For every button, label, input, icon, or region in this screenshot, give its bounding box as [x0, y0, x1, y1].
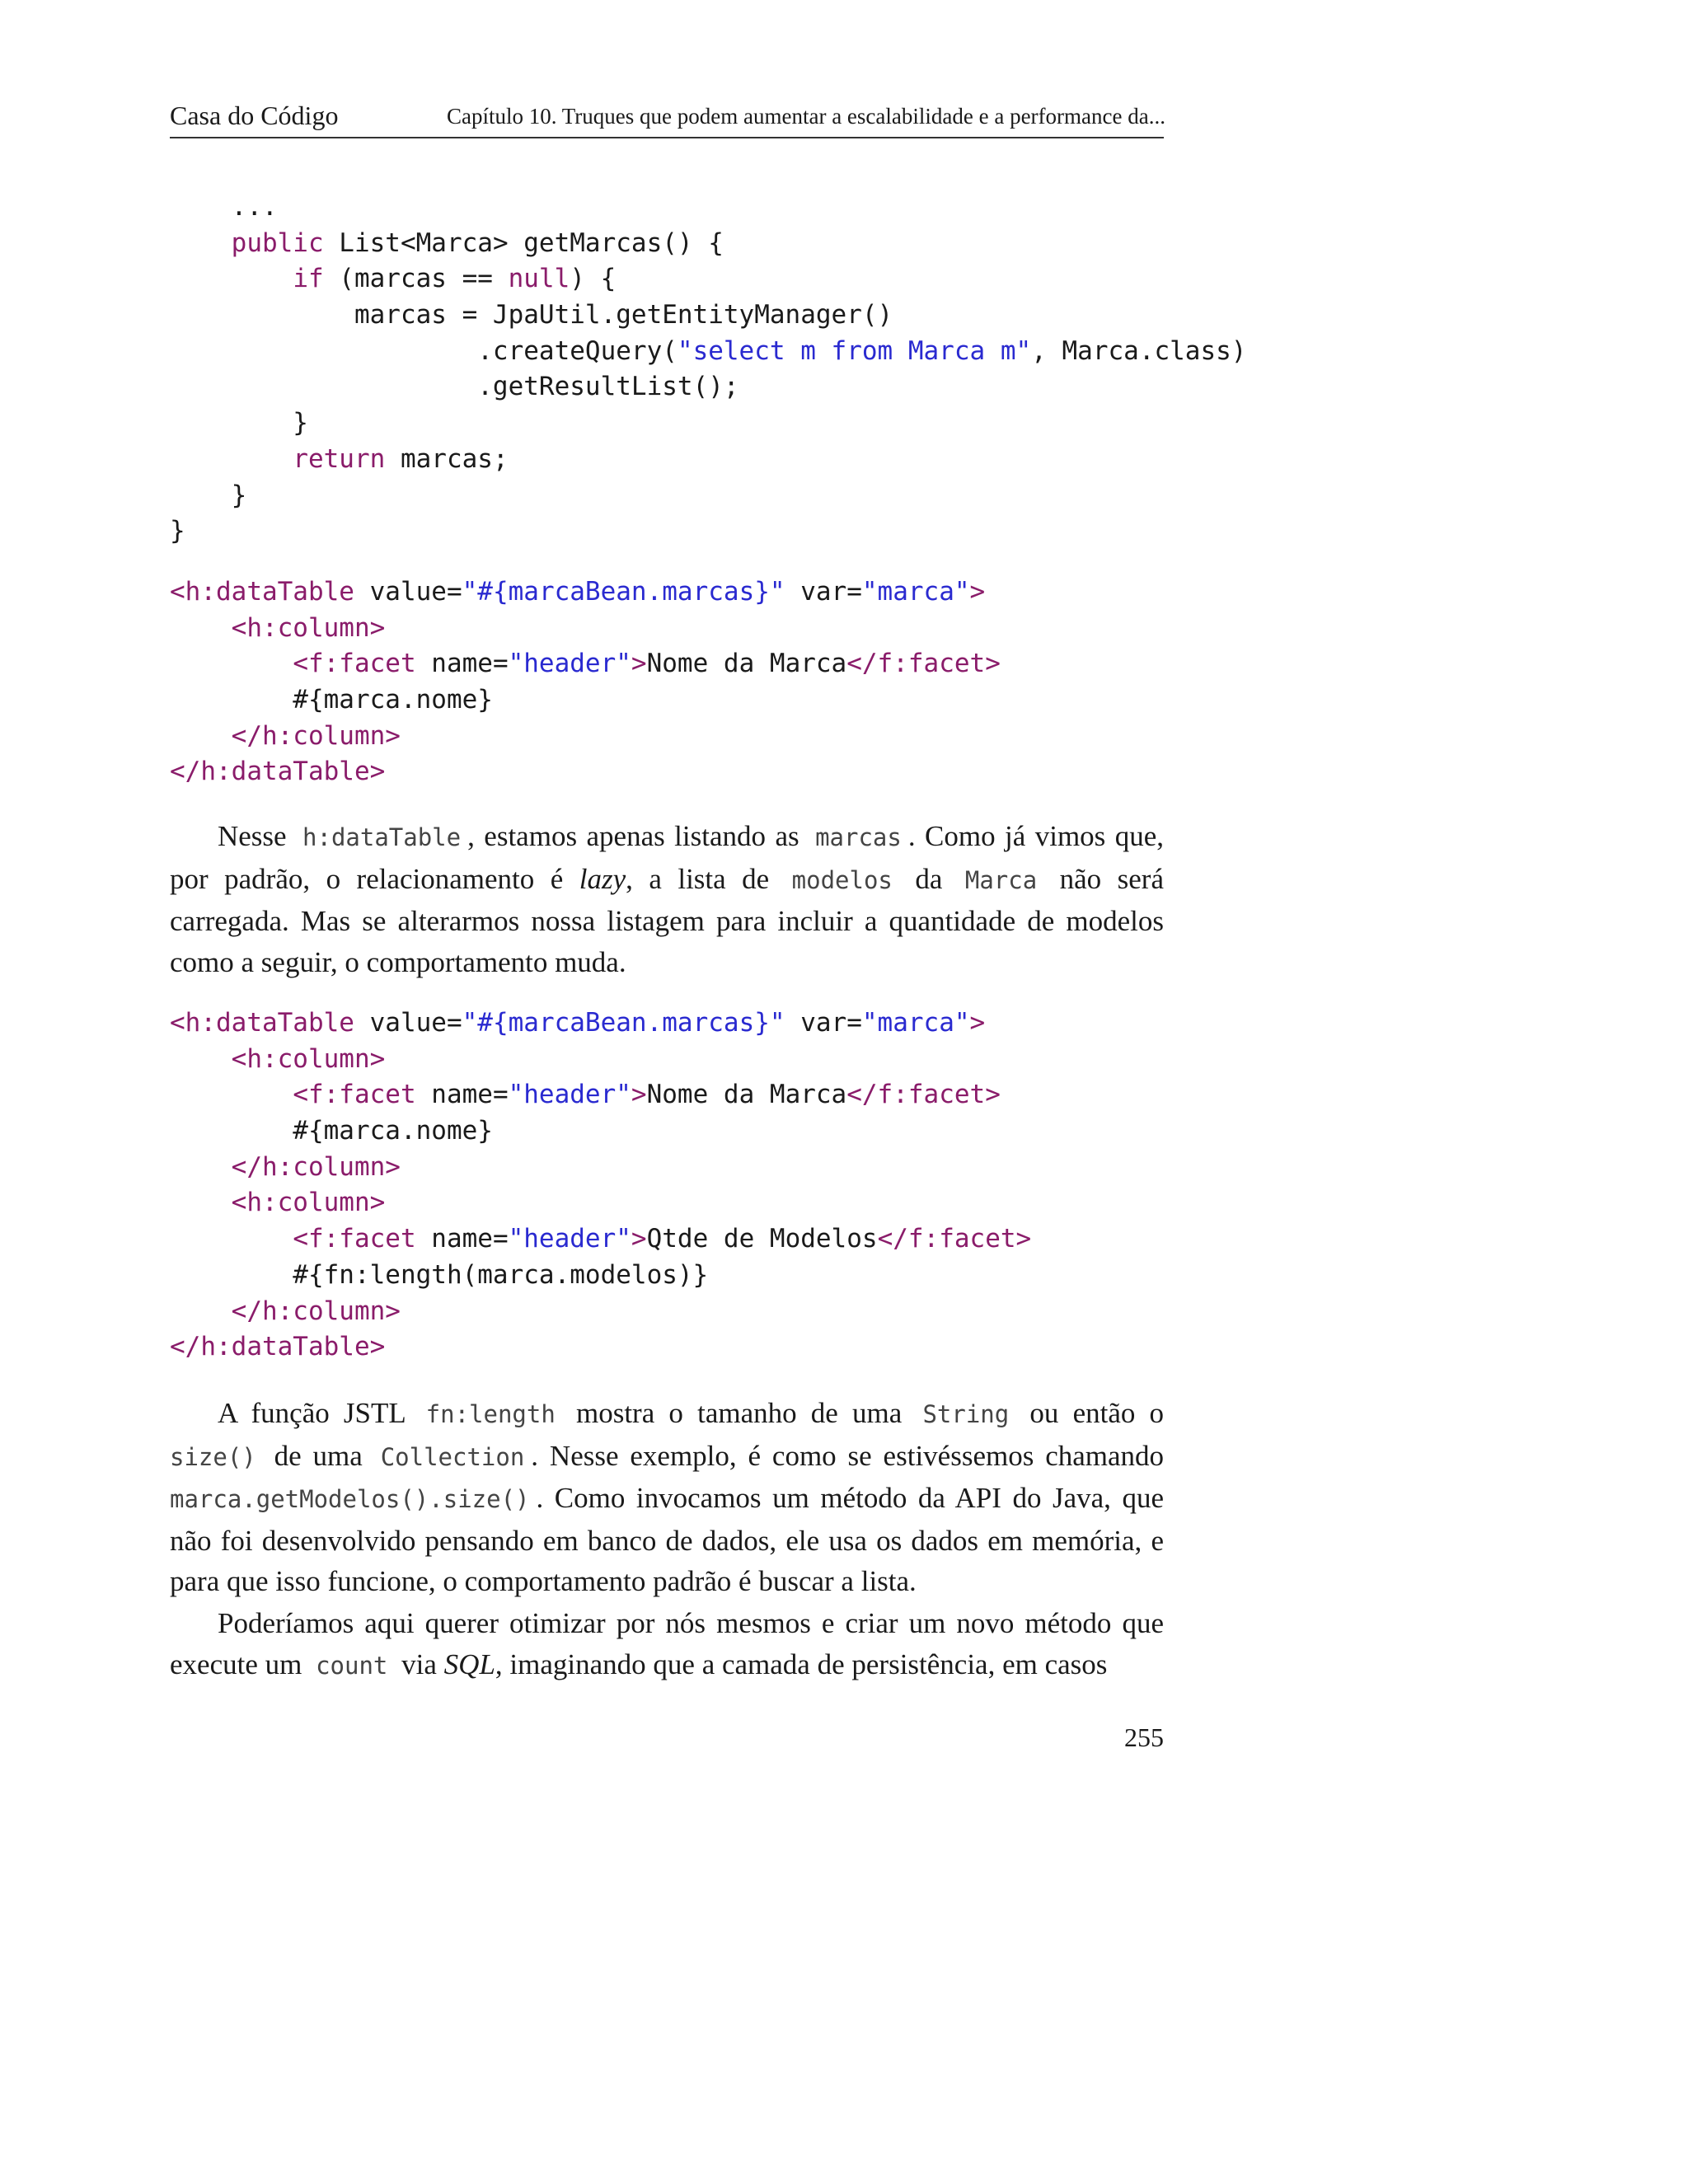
inline-code: marcas [815, 823, 902, 851]
text: da [915, 862, 943, 895]
code-line: } [170, 408, 308, 438]
code-block-java [170, 190, 1247, 550]
code-line: <f:facet name="header">Nome da Marca</f:facet> [293, 649, 1001, 679]
text: , a lista de [626, 862, 770, 895]
inline-code: String [922, 1400, 1010, 1428]
code-line: public List<Marca> getMarcas() { [231, 227, 724, 258]
code-block-datatable-with-count [170, 1005, 1192, 1366]
code-line: if (marcas == null) { [293, 264, 617, 294]
text: não será carregada. Mas se alterarmos nossa listagem para incluir a quantidade de modelos como a seguir, o comportamento muda. [170, 862, 1164, 978]
code-line: </h:column> [231, 720, 401, 751]
text: via [401, 1647, 437, 1680]
text: A função JSTL [218, 1397, 406, 1429]
code-line: <f:facet name="header">Nome da Marca</f:facet> [293, 1080, 1001, 1110]
inline-code: count [316, 1651, 388, 1680]
text: , estamos apenas listando as [467, 820, 799, 852]
code-block-datatable [170, 574, 1192, 790]
book-title: Casa do Código [170, 101, 339, 130]
code-line: <h:column> [231, 1188, 386, 1218]
text: Poderíamos aqui querer otimizar por nós mesmos e criar um novo método que execute um [170, 1607, 1164, 1680]
text: . Nesse exemplo, é como se estivéssemos chamando [531, 1439, 1165, 1472]
text: de uma [274, 1439, 363, 1472]
paragraph-2 [170, 1393, 1164, 1602]
text: . Como invocamos um método da API do Java, que não foi desenvolvido pensando em banco de dados, ele usa os dados em memória, e para que isso funcione, o comportamento padrão é buscar a lista. [170, 1482, 1164, 1597]
text: ou então o [1029, 1397, 1165, 1429]
inline-code: modelos [791, 865, 893, 894]
paragraph-3 [170, 1603, 1164, 1686]
inline-code: Marca [964, 865, 1038, 894]
code-line: <f:facet name="header">Qtde de Modelos</f:facet> [293, 1224, 1032, 1254]
running-header [170, 97, 1164, 138]
text: . Como já vimos que, por padrão, o relacionamento é [170, 820, 1165, 895]
code-line: return marcas; [293, 443, 509, 474]
text: Nesse [218, 820, 287, 852]
page-number: 255 [1124, 1722, 1164, 1752]
inline-code: Collection [380, 1442, 525, 1471]
text: mostra o tamanho de uma [575, 1397, 903, 1429]
inline-code: marca.getModelos().size() [170, 1485, 530, 1513]
code-line: } [170, 516, 185, 546]
code-line: </h:column> [231, 1296, 401, 1326]
code-line: .createQuery("select m from Marca m", Marca.class) [170, 335, 1247, 366]
emphasis: SQL [443, 1647, 495, 1680]
code-line: <h:dataTable value="#{marcaBean.marcas}" var="marca"> [170, 1008, 986, 1038]
inline-code: fn:length [425, 1400, 556, 1428]
code-line: <h:column> [231, 612, 386, 643]
code-line: } [170, 480, 247, 510]
inline-code: size() [170, 1442, 256, 1471]
paragraph-1 [170, 816, 1164, 982]
code-line: #{marca.nome} [170, 685, 493, 715]
code-line: #{marca.nome} [170, 1116, 493, 1146]
chapter-title: Capítulo 10. Truques que podem aumentar a escalabilidade e a performance da... [447, 104, 1165, 129]
inline-code: h:dataTable [302, 823, 462, 851]
code-line: ... [170, 192, 278, 222]
code-line: #{fn:length(marca.modelos)} [170, 1259, 709, 1290]
text: , imaginando que a camada de persistência, em casos [495, 1647, 1108, 1680]
code-line: marcas = JpaUtil.getEntityManager() [170, 300, 893, 330]
emphasis: lazy [579, 862, 626, 895]
code-line: </h:dataTable> [170, 757, 386, 787]
code-line: <h:column> [231, 1043, 386, 1074]
code-line: <h:dataTable value="#{marcaBean.marcas}" var="marca"> [170, 577, 986, 607]
code-line: </h:column> [231, 1151, 401, 1182]
code-line: .getResultList(); [170, 372, 739, 402]
code-line: </h:dataTable> [170, 1332, 386, 1362]
